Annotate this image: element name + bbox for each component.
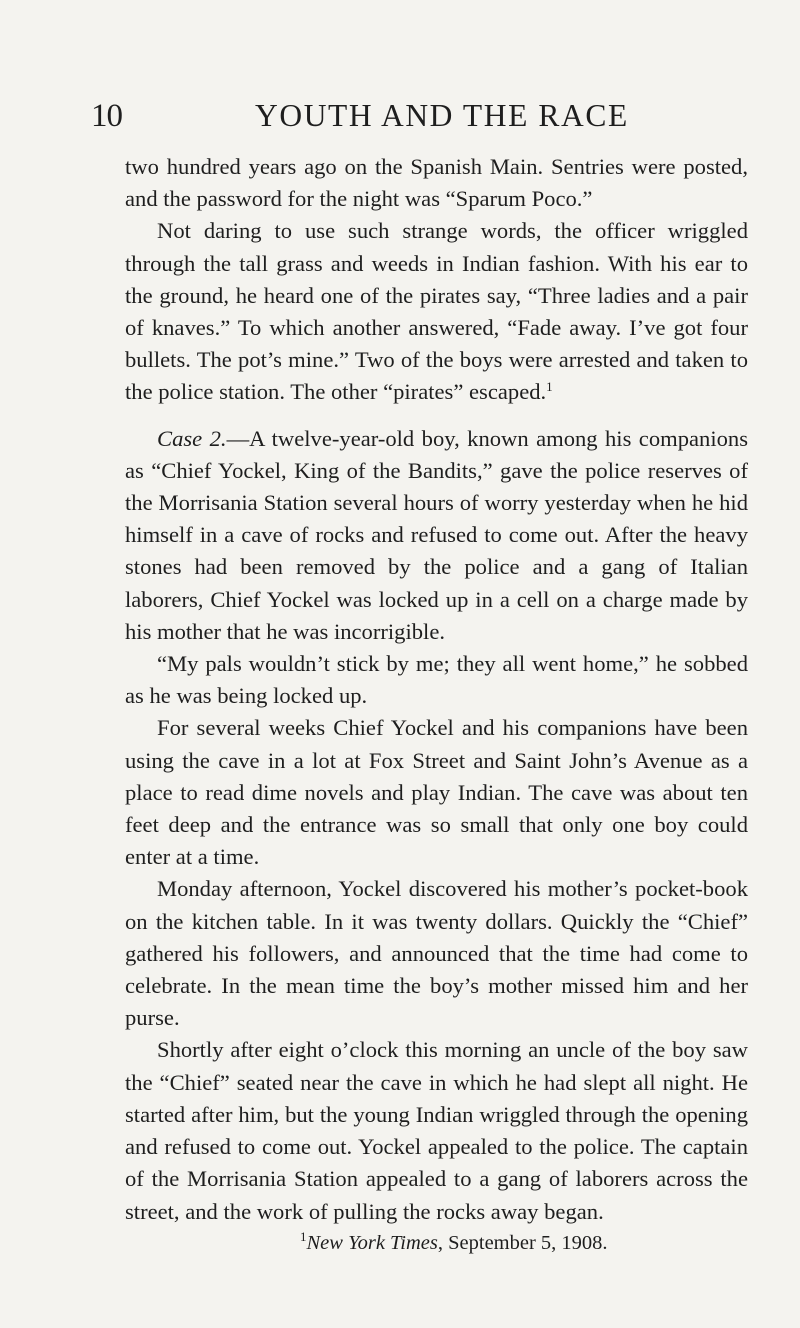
paragraph-text: —A twelve-year-old boy, known among his companions as “Chief Yockel, King of the Bandits,” gave the police reserves of the Morrisania Station several hours of worry yesterday when he hid himself in a cave of rocks and refused to come out. After the heavy stones had been removed by the police and a gang of Italian laborers, Chief Yockel was locked up in a cell on a charge made by his mother that he was incorrigible. (125, 425, 748, 644)
paragraph-text: Not daring to use such strange words, the officer wriggled through the tall grass and weeds in Indian fashion. With his ear to the ground, he heard one of the pirates say, “Three ladies and a pair of knaves.” To which another answered, “Fade away. I’ve got four bullets. The pot’s mine.” Two of the boys were arrested and taken to the police station. The other “pirates” escaped. (125, 218, 748, 405)
paragraph: Shortly after eight o’clock this morning an uncle of the boy saw the “Chief” seated near the cave in which he had slept all night. He started after him, but the young Indian wriggled through the opening and refused to come out. Yockel appealed to the police. The captain of the Morrisania Station appealed to a gang of laborers across the street, and the work of pulling the rocks away began. (125, 1037, 748, 1224)
footnote (125, 1228, 748, 1258)
paragraph (125, 215, 748, 408)
body-text (125, 151, 748, 1258)
page-number: 10 (91, 98, 122, 134)
page-header (0, 92, 800, 136)
running-head: YOUTH AND THE RACE (255, 98, 629, 133)
footnote-source-date: , September 5, 1908. (437, 1231, 608, 1254)
footnote-reference: 1 (546, 379, 553, 395)
paragraph: two hundred years ago on the Spanish Main. Sentries were posted, and the password for the night was “Sparum Poco.” (125, 154, 748, 212)
footnote-source-title: New York Times (306, 1231, 438, 1254)
paragraph: For several weeks Chief Yockel and his companions have been using the cave in a lot at Fox Street and Saint John’s Avenue as a place to read dime novels and play Indian. The cave was about ten feet deep and the entrance was so small that only one boy could enter at a time. (125, 715, 748, 870)
paragraph-case-2 (125, 423, 748, 648)
case-label: Case 2. (157, 425, 227, 451)
footnote-marker: 1 (300, 1228, 307, 1244)
paragraph: “My pals wouldn’t stick by me; they all went home,” he sobbed as he was being locked up. (125, 651, 748, 709)
paragraph: Monday afternoon, Yockel discovered his mother’s pocket-book on the kitchen table. In it was twenty dollars. Quickly the “Chief” gathered his followers, and announced that the time had come to celebrate. In the mean time the boy’s mother missed him and her purse. (125, 876, 748, 1031)
